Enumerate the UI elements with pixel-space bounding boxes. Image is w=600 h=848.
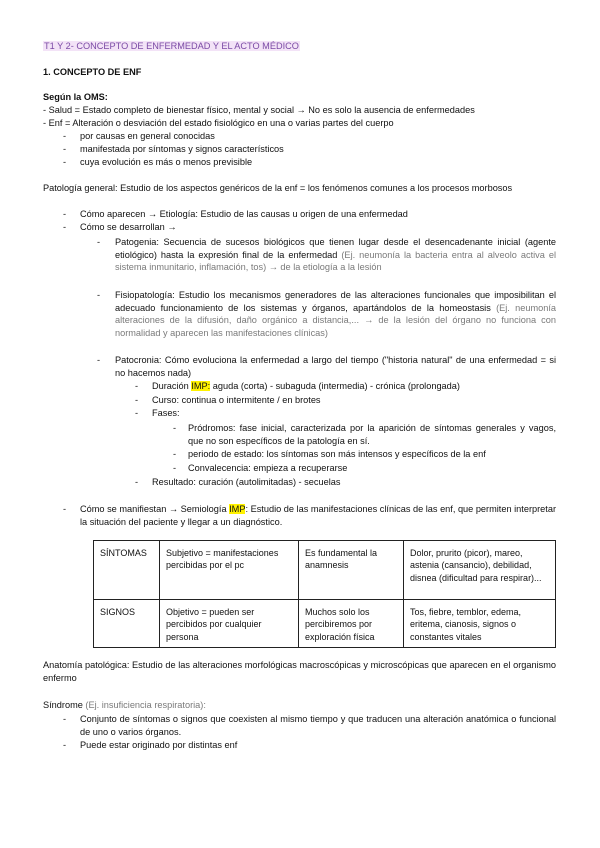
table-cell: Objetivo = pueden ser percibidos por cualquier persona xyxy=(160,600,299,648)
como-desarrollan: Cómo se desarrollan → xyxy=(80,222,177,232)
bullet-dash: - xyxy=(173,449,177,459)
table-cell: Tos, fiebre, temblor, edema, eritema, cianosis, signos o constantes vitales xyxy=(404,600,556,648)
semiologia xyxy=(80,503,556,528)
patologia-general: Patología general: Estudio de los aspectos genéricos de la enf = los fenómenos comunes a los procesos morbosos xyxy=(43,183,513,193)
bullet-dash: - xyxy=(97,237,101,247)
bullet-dash: - xyxy=(135,381,139,391)
bullet-dash: - xyxy=(63,131,67,141)
section-heading: 1. CONCEPTO DE ENF xyxy=(43,67,142,77)
sintomas-signos-table xyxy=(93,540,556,648)
oms-heading: Según la OMS: xyxy=(43,92,108,102)
imp-highlight: IMP: xyxy=(191,381,211,391)
title-text: T1 Y 2- CONCEPTO DE ENFERMEDAD Y EL ACTO MÉDICO xyxy=(44,41,299,51)
sindrome-example: (Ej. insuficiencia respiratoria): xyxy=(82,700,206,710)
prodromos: Pródromos: fase inicial, caracterizada por la aparición de síntomas generales y vagos, que no son específicos de la patología en sí. xyxy=(188,423,556,446)
curso: Curso: continua o intermitente / en brotes xyxy=(152,395,321,405)
fisiopatologia xyxy=(115,289,556,339)
bullet-dash: - xyxy=(63,714,67,724)
fisio-example: (Ej. neumonía alteraciones de la difusión, daño orgánico a distancia,... → de la lesión del órgano no funciona con normalidad y aparecen las manifestaciones clínicas) xyxy=(115,302,556,338)
sindrome-label: Síndrome xyxy=(43,700,83,710)
imp-highlight: IMP xyxy=(229,504,246,514)
oms-bullet: manifestada por síntomas y signos característicos xyxy=(80,144,284,154)
table-cell: Muchos solo los percibiremos por exploración física xyxy=(299,600,404,648)
bullet-dash: - xyxy=(97,355,101,365)
table-cell: Es fundamental la anamnesis xyxy=(299,541,404,600)
convalecencia: Convalecencia: empieza a recuperarse xyxy=(188,463,348,473)
bullet-dash: - xyxy=(173,423,177,433)
table-row xyxy=(94,541,556,600)
sindrome-bullet: Conjunto de síntomas o signos que coexisten al mismo tiempo y que traducen una alteración anatómica o funcional de uno o varios órganos. xyxy=(80,714,556,737)
bullet-dash: - xyxy=(97,290,101,300)
table-cell: Dolor, prurito (picor), mareo, astenia (cansancio), debilidad, disnea (dificultad para respirar)... xyxy=(404,541,556,600)
bullet-dash: - xyxy=(135,395,139,405)
duracion-label: Duración xyxy=(152,381,192,391)
bullet-dash: - xyxy=(63,144,67,154)
bullet-dash: - xyxy=(135,477,139,487)
bullet-dash: - xyxy=(63,209,67,219)
como-aparecen: Cómo aparecen → Etiología: Estudio de las causas u origen de una enfermedad xyxy=(80,209,408,219)
patogenia xyxy=(115,236,556,274)
duracion-values: aguda (corta) - subaguda (intermedia) - crónica (prolongada) xyxy=(210,381,460,391)
resultado: Resultado: curación (autolimitadas) - secuelas xyxy=(152,477,341,487)
sindrome-heading xyxy=(43,699,206,712)
semiologia-label: Cómo se manifiestan → Semiología xyxy=(80,504,230,514)
patogenia-text: Patogenia: Secuencia de sucesos biológicos que tienen lugar desde el desencadenante inicial (agente etiológico) hasta la expresión final de la enfermedad xyxy=(115,237,556,260)
table-row xyxy=(94,600,556,648)
oms-bullet: cuya evolución es más o menos previsible xyxy=(80,157,253,167)
patocronia: Patocronia: Cómo evoluciona la enfermedad a largo del tiempo ("historia natural" de una enfermedad = si no hacemos nada) xyxy=(115,355,556,378)
bullet-dash: - xyxy=(135,408,139,418)
sindrome-bullet: Puede estar originado por distintas enf xyxy=(80,740,238,750)
table-cell: SÍNTOMAS xyxy=(94,541,160,600)
periodo-estado: periodo de estado: los síntomas son más intensos y específicos de la enf xyxy=(188,449,486,459)
fases: Fases: xyxy=(152,408,180,418)
oms-bullet: por causas en general conocidas xyxy=(80,131,215,141)
duracion xyxy=(152,380,460,393)
document-title xyxy=(43,40,300,53)
table-cell: SIGNOS xyxy=(94,600,160,648)
enf-definition: - Enf = Alteración o desviación del estado fisiológico en una o varias partes del cuerpo xyxy=(43,118,394,128)
table-cell: Subjetivo = manifestaciones percibidas por el pc xyxy=(160,541,299,600)
anatomia-patologica: Anatomía patológica: Estudio de las alteraciones morfológicas macroscópicas y microscópicas que aparecen en el organismo enfermo xyxy=(43,660,556,683)
salud-definition: - Salud = Estado completo de bienestar físico, mental y social → No es solo la ausencia de enfermedades xyxy=(43,105,475,115)
semiologia-text: : Estudio de las manifestaciones clínicas de las enf, que permiten interpretar la situación del paciente y llegar a un diagnóstico. xyxy=(80,504,557,527)
bullet-dash: - xyxy=(63,222,67,232)
patogenia-example: (Ej. neumonía la bacteria entra al alveolo activa el sistema inmunitario, inflamación, tos) → de la etiología a la lesión xyxy=(115,249,556,273)
bullet-dash: - xyxy=(63,740,67,750)
bullet-dash: - xyxy=(63,504,67,514)
fisio-text: Fisiopatología: Estudio los mecanismos generadores de las alteraciones funcionales que imposibilitan el adecuado funcionamiento de los sistemas y órganos, apartándolos de la homeostasis xyxy=(115,290,556,313)
bullet-dash: - xyxy=(173,463,177,473)
bullet-dash: - xyxy=(63,157,67,167)
